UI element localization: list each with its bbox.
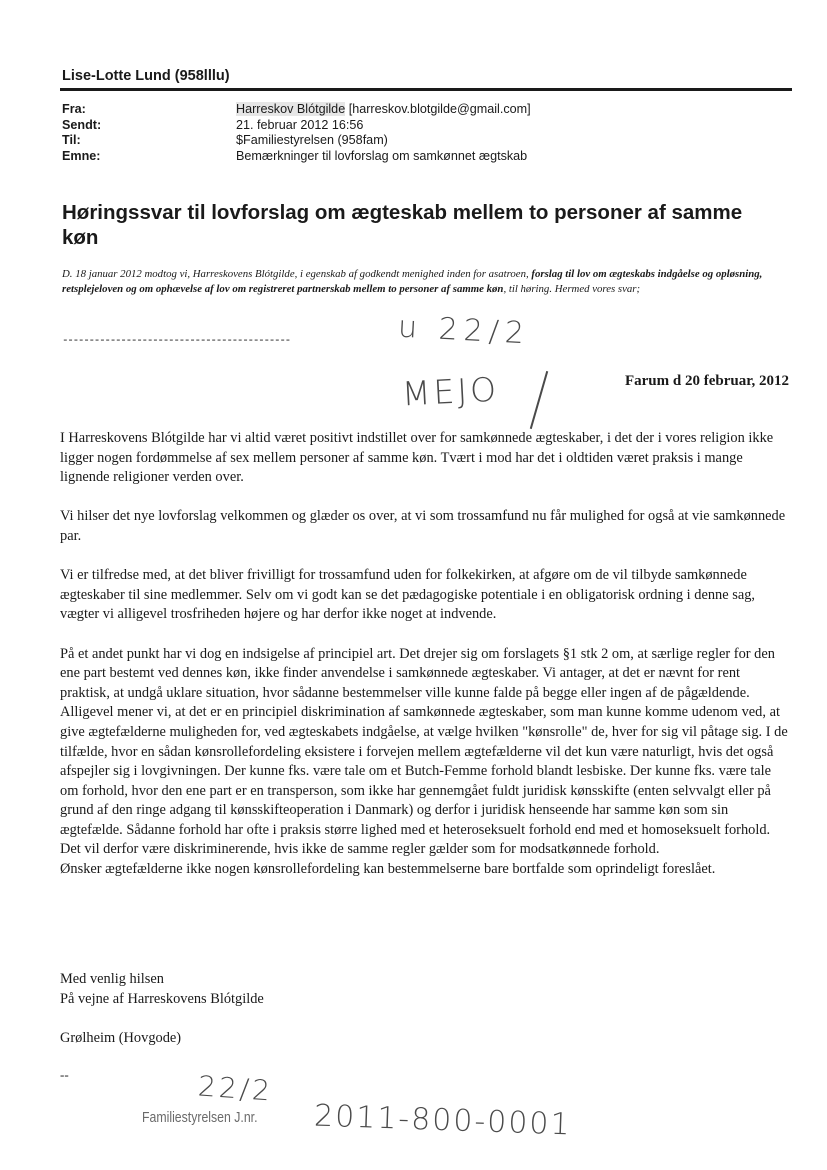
meta-value-sent: 21. februar 2012 16:56 — [236, 117, 364, 132]
handwritten-date-note: u 22/2 — [397, 309, 531, 352]
meta-sent-row — [62, 118, 531, 134]
meta-value-to: $Familiestyrelsen (958fam) — [236, 133, 388, 147]
intro-start: D. 18 januar 2012 modtog vi, Harreskovens Blótgilde, i egenskab af godkendt menighed inden for asatroen, — [62, 268, 532, 280]
meta-label-sent: Sendt: — [62, 117, 102, 132]
meta-value-from — [236, 102, 531, 118]
journal-stamp: Familiestyrelsen J.nr. — [142, 1109, 258, 1126]
sender-highlight: Harreskov Blótgilde — [236, 102, 346, 116]
handwritten-receipt-date: 22/2 — [196, 1069, 274, 1108]
meta-label-from: Fra: — [62, 102, 86, 116]
letter-body — [60, 429, 792, 880]
header-rule — [60, 88, 792, 91]
body-paragraph: Vi er tilfredse med, at det bliver frivilligt for trossamfund uden for folkekirken, at afgøre om de vil tilbyde samkønnede ægteskaber til sine medlemmer. Selv om vi godt kan se det pædagogiske potentiale i en obligatorisk ordning i denne sag, vægter vi alligevel trosfriheden højere og har derfor ikke noget at indvende. — [60, 567, 756, 623]
meta-label-subject: Emne: — [62, 148, 101, 163]
sender-email: [harreskov.blotgilde@gmail.com] — [345, 102, 531, 116]
handwritten-case-number: 2011-800-0001 — [313, 1098, 573, 1143]
dateline: Farum d 20 februar, 2012 — [624, 373, 789, 389]
body-paragraph: På et andet punkt har vi dog en indsigelse af principiel art. Det drejer sig om forslagets §1 stk 2 om, at særlige regler for den ene part bestemt ved dennes køn, ikke finder anvendelse i samkønnede ægteskaber. Vi antager, at det er nævnt for rent praktisk, at undgå uklare situation, hvor sådanne bestemmelser ville kunne falde på begge eller ingen af de pågældende. Alligevel mener vi, at det er en principiel diskrimination af samkønnede ægteskaber, som man kunne komme udenom ved, at give ægtefælderne muligheden for, ved ægteskabets indgåelse, at vælge hvilken "kønsrolle" de, hver for sig vil påtage sig. I de tilfælde, hvor en sådan kønsrollefordeling eksistere i forvejen mellem ægtefælderne vil det kun være naturligt, hvis det også afspejler sig i lovgivningen. Der kunne fks. være tale om et Butch-Femme forhold blandt lesbiske. Der kunne fks. være tale om forhold, hvor den ene part er en transperson, som ikke har gennemgået fuldt juridisk kønsskifte (enten selvvalgt eller på grund af den ringe adgang til kønsskifteoperation i Danmark) og derfor i juridisk henseende har samme køn som sin ægtefælde. Sådanne forhold har ofte i praksis større lighed med et heteroseksuelt forhold end med et homoseksuelt forhold. Det vil derfor være diskriminerende, hvis ikke de samme regler gælder som for modsatkønnede forhold. — [60, 645, 788, 858]
body-paragraph: Ønsker ægtefælderne ikke nogen kønsrollefordeling kan bestemmelserne bare bortfalde som oprindeligt foreslået. — [60, 861, 716, 878]
signoff-block — [60, 970, 264, 1048]
handwritten-slash — [530, 371, 548, 429]
meta-label-to: Til: — [62, 133, 81, 147]
meta-to-row — [62, 133, 531, 149]
dash-separator: ------------------------------------------- — [62, 335, 290, 347]
signature-separator: -- — [60, 1067, 69, 1082]
body-paragraph: Vi hilser det nye lovforslag velkommen og glæder os over, at vi som trossamfund nu får mulighed for også at vie samkønnede par. — [60, 508, 786, 544]
closing: Med venlig hilsen — [60, 971, 164, 987]
behalf-line: På vejne af Harreskovens Blótgilde — [60, 990, 264, 1007]
intro-end: , til høring. Hermed vores svar; — [503, 283, 641, 295]
handwritten-initials: MEJO — [401, 369, 500, 414]
document-heading: Høringssvar til lovforslag om ægteskab mellem to personer af samme køn — [62, 201, 743, 249]
email-meta — [62, 102, 531, 164]
meta-from-row — [62, 102, 531, 118]
meta-subject-row — [62, 149, 531, 165]
intro-paragraph — [62, 267, 790, 297]
meta-value-subject: Bemærkninger til lovforslag om samkønnet ægtskab — [236, 148, 528, 163]
body-paragraph: I Harreskovens Blótgilde har vi altid været positivt indstillet over for samkønnede ægteskaber, i det der i vores religion ikke ligger nogen fordømmelse af sex mellem personer af samme køn. Tvært i mod har det i oldtiden været praksis i mange lignende religioner verden over. — [60, 430, 774, 486]
intro-bold: forslag til lov om ægteskabs indgåelse og opløsning, retsplejeloven og om ophævelse af lov om registreret partnerskab mellem to personer af samme køn — [62, 268, 763, 295]
sender-name: Lise-Lotte Lund (958lllu) — [62, 68, 230, 84]
signature: Grølheim (Hovgode) — [60, 1029, 182, 1046]
